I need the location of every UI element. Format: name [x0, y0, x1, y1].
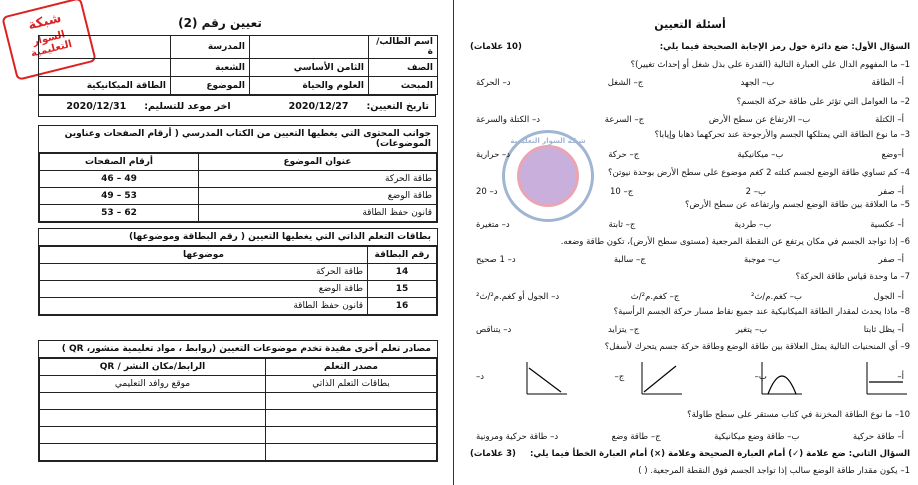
sources-header-link: الرابط/مكان النشر / QR — [40, 359, 266, 376]
table-row: 16 قانون حفظ الطاقة — [40, 298, 437, 315]
option[interactable]: ب– يتغير — [735, 325, 768, 335]
option[interactable]: ب– الجهد — [740, 78, 775, 88]
option[interactable]: أ– الطاقة — [871, 78, 904, 88]
question-4-options — [470, 187, 910, 197]
option[interactable]: ج– طاقة وضع — [611, 432, 661, 442]
question-5-options — [470, 220, 910, 230]
option[interactable]: ب– — [754, 372, 767, 382]
info-table — [38, 35, 438, 95]
date-value: 2020/12/27 — [288, 100, 349, 112]
content-table — [39, 153, 437, 222]
assignment-page — [0, 0, 445, 485]
date-box — [38, 95, 436, 117]
question-5: 5– ما العلاقة بين طاقة الوضع لجسم وارتفاعه عن سطح الأرض؟ — [684, 200, 910, 210]
content-title: جوانب المحتوى التي يغطيها التعيين من الكتاب المدرسي ( أرقام الصفحات وعناوين الموضوعات) — [39, 126, 437, 153]
q2-heading: السؤال الثاني: ضع علامة (✓) أمام العبارة الصحيحة وعلامة (×) أمام العبارة الخطأ فيما يلي: (3 علامات) — [470, 449, 910, 459]
cards-header-num: رقم البطاقة — [368, 247, 437, 264]
date-label: تاريخ التعيين: — [366, 100, 429, 112]
table-row — [40, 393, 437, 410]
stamp-line2: السوار التعليمية — [29, 29, 74, 60]
option[interactable]: ج– حركة — [608, 150, 640, 160]
option[interactable]: د– الجول أو كغم.م²/ث² — [476, 292, 560, 302]
q2-item-1: 1– يكون مقدار طاقة الوضع سالب إذا تواجد الجسم فوق النقطة المرجعية. ( ) — [638, 466, 910, 476]
table-row: 15 طاقة الوضع — [40, 281, 437, 298]
option[interactable]: أ– الجول — [873, 292, 904, 302]
network-logo: شبكة السوار التعليمية — [502, 130, 594, 222]
question-7: 7– ما وحدة قياس طاقة الحركة؟ — [795, 272, 910, 282]
question-3: 3– ما نوع الطاقة التي يمتلكها الجسم والأرجوحة عند تحركهما ذهابا وإيابا؟ — [654, 130, 910, 140]
content-header-topic: عنوان الموضوع — [199, 154, 437, 171]
question-4: 4– كم تساوي طاقة الوضع لجسم كتلته 2 كغم موضوع على سطح الأرض بوحدة نيوتن؟ — [607, 168, 910, 178]
question-10-options — [470, 432, 910, 442]
question-9: 9– أي المنحنيات التالية يمثل العلاقة بين طاقة الوضع وطاقة حركة جسم يتحرك لأسفل؟ — [604, 342, 910, 352]
option[interactable]: ج– يتزايد — [607, 325, 640, 335]
question-2: 2– ما العوامل التي تؤثر على طاقة حركة الجسم؟ — [736, 97, 910, 107]
option[interactable]: د– 1 صحيح — [476, 255, 516, 265]
option[interactable]: ج– الشغل — [607, 78, 644, 88]
question-2-options — [470, 115, 910, 125]
table-row: طاقة الحركة 46 – 49 — [40, 171, 437, 188]
option[interactable]: ب– ميكانيكية — [737, 150, 784, 160]
option[interactable]: ب– طردية — [734, 220, 772, 230]
sources-title: مصادر تعلم أخرى مفيدة تخدم موضوعات التعيين (روابط ، مواد تعليمية منشور، QR ) — [39, 341, 437, 358]
stamp-line1: شبكة — [26, 10, 63, 34]
question-10: 10– ما نوع الطاقة المخزنة في كتاب مستقر على سطح طاولة؟ — [687, 410, 910, 420]
q1-marks: (10 علامات) — [470, 42, 522, 52]
subject-label: المبحث — [369, 77, 438, 95]
q1-heading: السؤال الأول: ضع دائرة حول رمز الإجابة الصحيحة فيما يلي: (10 علامات) — [470, 42, 910, 52]
deadline-value: 2020/12/31 — [66, 100, 127, 112]
option[interactable]: ب– طاقة وضع ميكانيكية — [714, 432, 800, 442]
content-section — [38, 125, 438, 223]
deadline-label: اخر موعد للتسليم: — [144, 100, 231, 112]
question-6-options — [470, 255, 910, 265]
option[interactable]: د– الحركة — [476, 78, 511, 88]
subject-value: العلوم والحياة — [250, 77, 369, 95]
option[interactable]: ج– 10 — [609, 187, 634, 197]
assignment-title: تعيين رقم (2) — [178, 16, 262, 30]
table-row: بطاقات التعلم الذاتي موقع روافد التعليمي — [40, 376, 437, 393]
cards-header-topic: موضوعها — [40, 247, 368, 264]
option[interactable]: أ– — [897, 372, 904, 382]
student-value — [250, 36, 369, 59]
sources-section — [38, 340, 438, 462]
question-9-options — [470, 372, 910, 382]
cards-table — [39, 246, 437, 315]
question-1: 1– ما المفهوم الدال على العبارة التالية (القدرة على بذل شغل أو إحداث تغيير)؟ — [630, 60, 910, 70]
option[interactable]: د– — [476, 372, 485, 382]
topic-label: الموضوع — [171, 77, 250, 95]
question-8-options — [470, 325, 910, 335]
question-1-options — [470, 78, 910, 88]
table-row — [40, 444, 437, 461]
grade-value: الثامن الأساسي — [250, 59, 369, 77]
option[interactable]: ب– كغم.م/ث² — [750, 292, 802, 302]
cards-section — [38, 228, 438, 316]
school-value — [39, 36, 171, 59]
table-row — [40, 410, 437, 427]
option[interactable]: أ– طاقة حركية — [852, 432, 904, 442]
option[interactable]: ج– ثابتة — [608, 220, 636, 230]
questions-title: أسئلة التعيين — [654, 18, 726, 31]
table-row: 14 طاقة الحركة — [40, 264, 437, 281]
grade-label: الصف — [369, 59, 438, 77]
table-row — [40, 427, 437, 444]
page-divider — [453, 0, 454, 485]
school-label: المدرسة — [171, 36, 250, 59]
option[interactable]: د– حرارية — [476, 150, 511, 160]
option[interactable]: د– متغيرة — [476, 220, 510, 230]
option[interactable]: أ– عكسية — [870, 220, 904, 230]
content-header-pages: أرقام الصفحات — [40, 154, 199, 171]
question-6: 6– إذا تواجد الجسم في مكان يرتفع عن النقطة المرجعية (مستوى سطح الأرض)، تكون طاقة وضعه. — [560, 237, 910, 247]
option[interactable]: ب– 2 — [745, 187, 767, 197]
sources-header-source: مصدر التعلم — [266, 359, 437, 376]
question-7-options — [470, 292, 910, 302]
table-row: قانون حفظ الطاقة 53 – 62 — [40, 205, 437, 222]
section-label: الشعبة — [171, 59, 250, 77]
student-label: اسم الطالب/ة — [369, 36, 438, 59]
option[interactable]: ج– السرعة — [604, 115, 645, 125]
option[interactable]: أ– الكتلة — [875, 115, 904, 125]
option[interactable]: أ– صفر — [878, 187, 904, 197]
option[interactable]: أ–وضع — [881, 150, 904, 160]
question-8: 8– ماذا يحدث لمقدار الطاقة الميكانيكية عند جميع نقاط مسار حركة الجسم الرأسية؟ — [613, 307, 910, 317]
cards-title: بطاقات التعلم الذاتي التي يغطيها التعيين ( رقم البطاقة وموضوعها) — [39, 229, 437, 246]
option[interactable]: أ– يظل ثابتا — [863, 325, 904, 335]
option[interactable]: أ– صفر — [878, 255, 904, 265]
questions-page — [462, 0, 918, 485]
topic-value: الطاقة الميكانيكية — [39, 77, 171, 95]
option[interactable]: ج– سالبة — [613, 255, 646, 265]
option[interactable]: ج– كغم.م²/ث — [630, 292, 680, 302]
option[interactable]: ب– موجبة — [743, 255, 781, 265]
question-3-options — [470, 150, 910, 160]
sources-table — [39, 358, 437, 461]
option[interactable]: ب– الارتفاع عن سطح الأرض — [708, 115, 811, 125]
option[interactable]: ج– — [614, 372, 625, 382]
section-value — [39, 59, 171, 77]
option[interactable]: د– 20 — [476, 187, 498, 197]
option[interactable]: د– يتناقص — [476, 325, 512, 335]
table-row: طاقة الوضع 49 – 53 — [40, 188, 437, 205]
q2-marks: (3 علامات) — [470, 449, 516, 459]
option[interactable]: د– طاقة حركية ومرونية — [476, 432, 559, 442]
option[interactable]: د– الكتلة والسرعة — [476, 115, 540, 125]
